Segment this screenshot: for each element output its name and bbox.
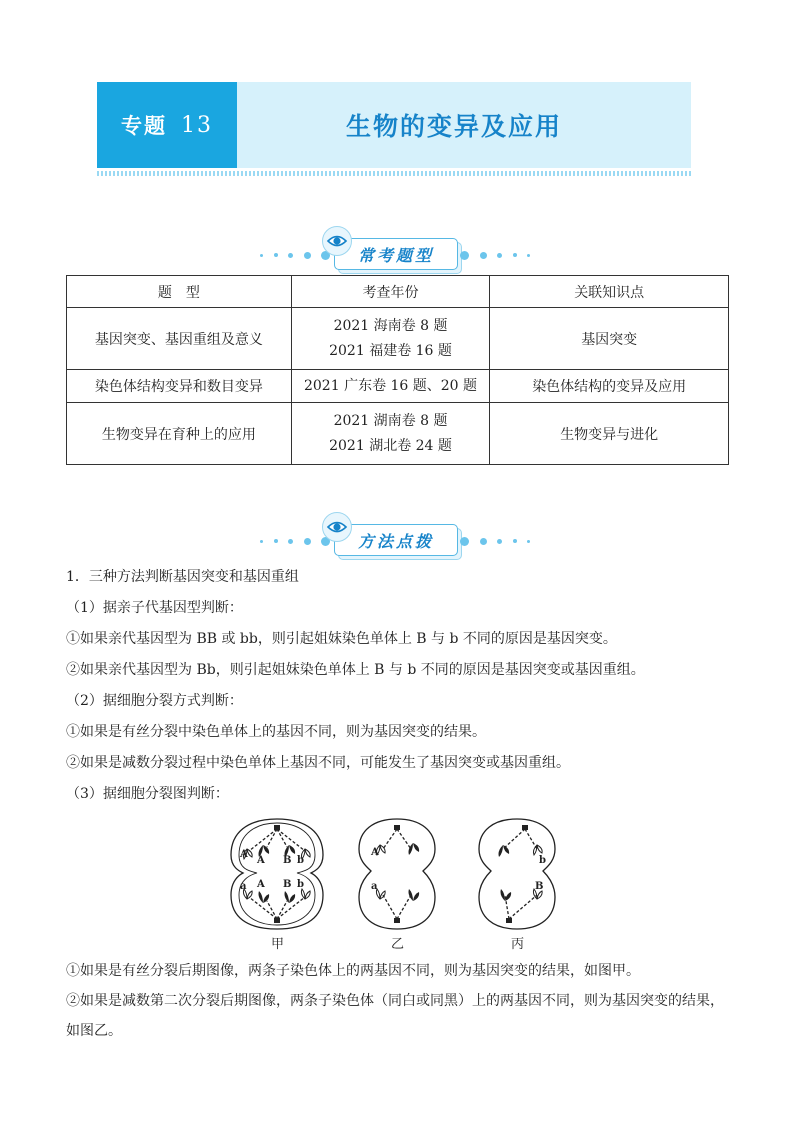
paragraph: ②如果是减数分裂过程中染色单体上基因不同，可能发生了基因突变或基因重组。 (66, 755, 570, 771)
svg-text:B: B (283, 855, 292, 866)
svg-text:a: a (371, 881, 378, 892)
cell-yi (359, 819, 435, 929)
svg-text:b: b (539, 855, 546, 866)
svg-text:a: a (240, 881, 247, 892)
cell-jia (231, 819, 323, 929)
paragraph: ②如果亲代基因型为 Bb，则引起姐妹染色单体上 B 与 b 不同的原因是基因突变或基因重组。 (66, 662, 645, 678)
section-title-common: 常考题型 (334, 238, 458, 270)
year-line: 2021 湖南卷 8 题 (333, 412, 448, 429)
table-cell-years (291, 308, 490, 370)
paragraph: ①如果亲代基因型为 BB 或 bb，则引起姐妹染色单体上 B 与 b 不同的原因是基因突变。 (66, 631, 617, 647)
section-title-method: 方法点拨 (334, 524, 458, 556)
table-cell-years (291, 403, 490, 465)
table-cell-knowledge: 基因突变 (490, 308, 729, 370)
table-cell-knowledge: 染色体结构的变异及应用 (490, 370, 729, 403)
table-cell-type: 生物变异在育种上的应用 (67, 403, 292, 465)
svg-text:b: b (297, 855, 304, 866)
cell-division-figure (227, 815, 577, 955)
chapter-label: 专题 (121, 113, 167, 138)
table-row (67, 370, 729, 403)
svg-text:A: A (257, 879, 265, 890)
paragraph: ①如果是有丝分裂后期图像，两条子染色体上的两基因不同，则为基因突变的结果，如图甲。 (66, 963, 640, 979)
table-header-cell: 题 型 (67, 276, 292, 308)
section-header-method (250, 512, 540, 562)
method-content (66, 562, 730, 810)
year-line: 2021 海南卷 8 题 (333, 317, 448, 334)
section-header-common (250, 226, 540, 276)
table-row (67, 308, 729, 370)
chapter-banner (97, 82, 691, 168)
year-line: 2021 福建卷 16 题 (329, 342, 452, 359)
decor-dots-right (460, 250, 530, 260)
eye-icon (322, 226, 352, 256)
svg-text:B: B (283, 879, 292, 890)
chapter-title-block (237, 82, 691, 168)
chapter-title: 生物的变异及应用 (345, 112, 562, 141)
chapter-label-block (97, 82, 237, 168)
table-header-cell: 考查年份 (291, 276, 490, 308)
chapter-number: 13 (181, 112, 213, 138)
svg-text:A: A (257, 855, 265, 866)
paragraph: ①如果是有丝分裂中染色单体上的基因不同，则为基因突变的结果。 (66, 724, 486, 740)
svg-text:A: A (240, 849, 248, 860)
banner-divider (97, 171, 691, 176)
svg-text:A: A (371, 847, 379, 858)
table-cell-type: 基因突变、基因重组及意义 (67, 308, 292, 370)
paragraph: （3）据细胞分裂图判断： (66, 786, 229, 802)
figure-label-jia: 甲 (271, 937, 285, 952)
decor-dots-right (460, 536, 530, 546)
table-header-cell: 关联知识点 (490, 276, 729, 308)
svg-text:B: B (535, 881, 544, 892)
svg-text:b: b (297, 879, 304, 890)
paragraph-heading: 1．三种方法判断基因突变和基因重组 (66, 569, 299, 585)
decor-dots-left (260, 536, 330, 546)
table-cell-type: 染色体结构变异和数目变异 (67, 370, 292, 403)
cell-diagrams (227, 815, 577, 933)
paragraph: ②如果是减数第二次分裂后期图像，两条子染色体（同白或同黑）上的两基因不同，则为基因突变的结果，如图乙。 (66, 993, 724, 1039)
figure-label-yi: 乙 (391, 937, 405, 952)
table-cell-knowledge: 生物变异与进化 (490, 403, 729, 465)
cell-bing (479, 819, 555, 929)
decor-dots-left (260, 250, 330, 260)
table-row (67, 403, 729, 465)
paragraph: （1）据亲子代基因型判断： (66, 600, 243, 616)
table-header-row (67, 276, 729, 308)
year-line: 2021 湖北卷 24 题 (329, 437, 452, 454)
eye-icon (322, 512, 352, 542)
year-line: 2021 广东卷 16 题、20 题 (303, 377, 478, 394)
question-type-table (66, 275, 729, 465)
figure-label-bing: 丙 (511, 937, 525, 952)
figure-explanation (66, 956, 730, 1046)
paragraph: （2）据细胞分裂方式判断： (66, 693, 243, 709)
table-cell-years (291, 370, 490, 403)
